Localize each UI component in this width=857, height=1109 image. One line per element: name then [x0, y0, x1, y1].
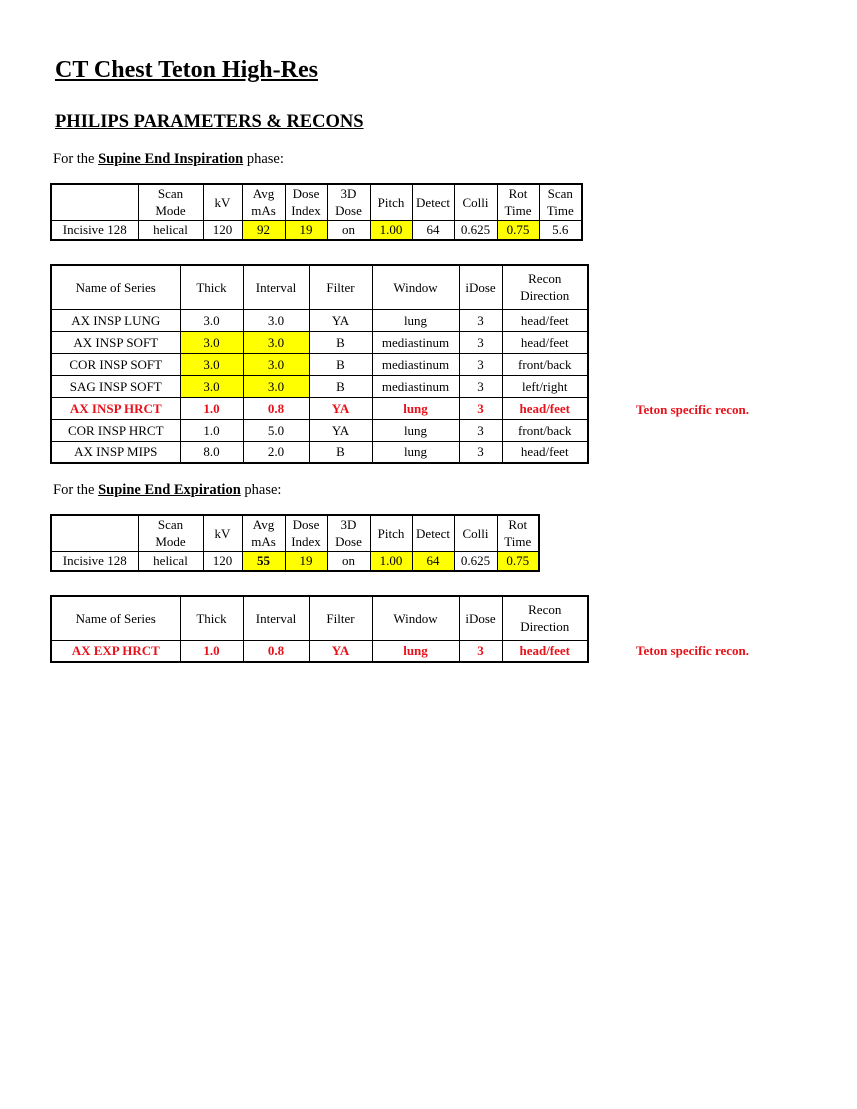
- thick-cell: 1.0: [180, 419, 243, 441]
- window-cell: lung: [372, 640, 459, 662]
- params-header-row: [51, 184, 582, 220]
- table-row: [51, 441, 588, 463]
- header-filter: Filter: [309, 265, 372, 309]
- header-idose: iDose: [459, 596, 502, 640]
- thick-cell: 8.0: [180, 441, 243, 463]
- recon-cell: left/right: [502, 375, 588, 397]
- header-pitch: Pitch: [370, 184, 412, 220]
- kv-cell: 120: [203, 220, 242, 240]
- scanner-cell: Incisive 128: [51, 220, 138, 240]
- detect-cell: 64: [412, 551, 454, 571]
- recon-cell: head/feet: [502, 441, 588, 463]
- rot-time-cell: 0.75: [497, 551, 539, 571]
- idose-cell: 3: [459, 397, 502, 419]
- header-series-name: Name of Series: [51, 265, 180, 309]
- recon-cell: front/back: [502, 353, 588, 375]
- teton-recon-note: Teton specific recon.: [636, 402, 750, 417]
- dose-index-cell: 19: [285, 220, 327, 240]
- interval-cell: 5.0: [243, 419, 309, 441]
- window-cell: mediastinum: [372, 375, 459, 397]
- params-header-row: [51, 515, 539, 551]
- thick-cell: 3.0: [180, 309, 243, 331]
- empty-cell: [51, 515, 138, 551]
- header-3d-dose: 3D Dose: [327, 515, 370, 551]
- header-scan-mode: Scan Mode: [138, 184, 203, 220]
- window-cell: lung: [372, 441, 459, 463]
- interval-cell: 0.8: [243, 397, 309, 419]
- series-name: AX INSP LUNG: [51, 309, 180, 331]
- header-3d-dose: 3D Dose: [327, 184, 370, 220]
- filter-cell: YA: [309, 397, 372, 419]
- recon-cell: head/feet: [502, 309, 588, 331]
- header-thick: Thick: [180, 265, 243, 309]
- interval-cell: 3.0: [243, 375, 309, 397]
- series-name: AX INSP HRCT: [51, 397, 180, 419]
- inspiration-series-table: [50, 264, 589, 464]
- scan-time-cell: 5.6: [539, 220, 582, 240]
- header-rot-time: Rot Time: [497, 184, 539, 220]
- kv-cell: 120: [203, 551, 242, 571]
- interval-cell: 2.0: [243, 441, 309, 463]
- filter-cell: B: [309, 375, 372, 397]
- table-row: [51, 375, 588, 397]
- empty-cell: [51, 184, 138, 220]
- scan-mode-cell: helical: [138, 220, 203, 240]
- recon-cell: front/back: [502, 419, 588, 441]
- window-cell: mediastinum: [372, 331, 459, 353]
- table-row: [51, 353, 588, 375]
- series-name: AX INSP SOFT: [51, 331, 180, 353]
- filter-cell: YA: [309, 309, 372, 331]
- filter-cell: B: [309, 441, 372, 463]
- page-subtitle: PHILIPS PARAMETERS & RECONS: [55, 112, 364, 132]
- header-colli: Colli: [454, 515, 497, 551]
- header-colli: Colli: [454, 184, 497, 220]
- phase-name: Supine End Inspiration: [98, 151, 244, 167]
- filter-cell: B: [309, 353, 372, 375]
- table-row: [51, 331, 588, 353]
- window-cell: mediastinum: [372, 353, 459, 375]
- recon-cell: head/feet: [502, 640, 588, 662]
- page-title: CT Chest Teton High-Res: [55, 57, 318, 83]
- series-header-row: [51, 265, 588, 309]
- header-avg-mas: Avg mAs: [242, 515, 285, 551]
- teton-recon-note: Teton specific recon.: [636, 643, 750, 658]
- table-row: [51, 309, 588, 331]
- params-value-row: [51, 220, 582, 240]
- header-recon-direction: Recon Direction: [502, 265, 588, 309]
- interval-cell: 3.0: [243, 309, 309, 331]
- header-dose-index: Dose Index: [285, 515, 327, 551]
- interval-cell: 3.0: [243, 353, 309, 375]
- idose-cell: 3: [459, 441, 502, 463]
- header-window: Window: [372, 265, 459, 309]
- scan-mode-cell: helical: [138, 551, 203, 571]
- phase-suffix: phase:: [240, 482, 282, 498]
- series-name: AX INSP MIPS: [51, 441, 180, 463]
- header-scan-mode: Scan Mode: [138, 515, 203, 551]
- header-rot-time: Rot Time: [497, 515, 539, 551]
- phase-prefix: For the: [53, 151, 99, 167]
- idose-cell: 3: [459, 309, 502, 331]
- thick-cell: 3.0: [180, 331, 243, 353]
- phase-suffix: phase:: [243, 151, 284, 167]
- table-row: [51, 640, 588, 662]
- idose-cell: 3: [459, 375, 502, 397]
- interval-cell: 3.0: [243, 331, 309, 353]
- header-thick: Thick: [180, 596, 243, 640]
- expiration-phase-label: [53, 482, 281, 499]
- series-name: COR INSP SOFT: [51, 353, 180, 375]
- header-avg-mas: Avg mAs: [242, 184, 285, 220]
- recon-cell: head/feet: [502, 331, 588, 353]
- pitch-cell: 1.00: [370, 220, 412, 240]
- filter-cell: YA: [309, 640, 372, 662]
- dose-index-cell: 19: [285, 551, 327, 571]
- rot-time-cell: 0.75: [497, 220, 539, 240]
- avg-mas-cell: 92: [242, 220, 285, 240]
- expiration-series-table: [50, 595, 589, 663]
- series-header-row: [51, 596, 588, 640]
- window-cell: lung: [372, 309, 459, 331]
- header-detect: Detect: [412, 515, 454, 551]
- thick-cell: 1.0: [180, 640, 243, 662]
- header-scan-time: Scan Time: [539, 184, 582, 220]
- header-series-name: Name of Series: [51, 596, 180, 640]
- header-idose: iDose: [459, 265, 502, 309]
- window-cell: lung: [372, 419, 459, 441]
- params-value-row: [51, 551, 539, 571]
- header-filter: Filter: [309, 596, 372, 640]
- recon-cell: head/feet: [502, 397, 588, 419]
- interval-cell: 0.8: [243, 640, 309, 662]
- idose-cell: 3: [459, 331, 502, 353]
- header-interval: Interval: [243, 596, 309, 640]
- scanner-cell: Incisive 128: [51, 551, 138, 571]
- idose-cell: 3: [459, 353, 502, 375]
- window-cell: lung: [372, 397, 459, 419]
- detect-cell: 64: [412, 220, 454, 240]
- expiration-params-table: [50, 514, 540, 572]
- filter-cell: B: [309, 331, 372, 353]
- phase-prefix: For the: [53, 482, 99, 498]
- table-row: [51, 419, 588, 441]
- header-kv: kV: [203, 515, 242, 551]
- filter-cell: YA: [309, 419, 372, 441]
- idose-cell: 3: [459, 640, 502, 662]
- series-name: SAG INSP SOFT: [51, 375, 180, 397]
- idose-cell: 3: [459, 419, 502, 441]
- avg-mas-cell: 55: [242, 551, 285, 571]
- header-recon-direction: Recon Direction: [502, 596, 588, 640]
- colli-cell: 0.625: [454, 220, 497, 240]
- table-row: [51, 397, 588, 419]
- header-interval: Interval: [243, 265, 309, 309]
- header-kv: kV: [203, 184, 242, 220]
- header-window: Window: [372, 596, 459, 640]
- thick-cell: 3.0: [180, 375, 243, 397]
- colli-cell: 0.625: [454, 551, 497, 571]
- phase-name: Supine End Expiration: [98, 482, 241, 498]
- header-detect: Detect: [412, 184, 454, 220]
- inspiration-phase-label: [53, 151, 284, 168]
- dose-3d-cell: on: [327, 220, 370, 240]
- header-pitch: Pitch: [370, 515, 412, 551]
- header-dose-index: Dose Index: [285, 184, 327, 220]
- thick-cell: 1.0: [180, 397, 243, 419]
- thick-cell: 3.0: [180, 353, 243, 375]
- series-name: COR INSP HRCT: [51, 419, 180, 441]
- dose-3d-cell: on: [327, 551, 370, 571]
- pitch-cell: 1.00: [370, 551, 412, 571]
- series-name: AX EXP HRCT: [51, 640, 180, 662]
- inspiration-params-table: [50, 183, 583, 241]
